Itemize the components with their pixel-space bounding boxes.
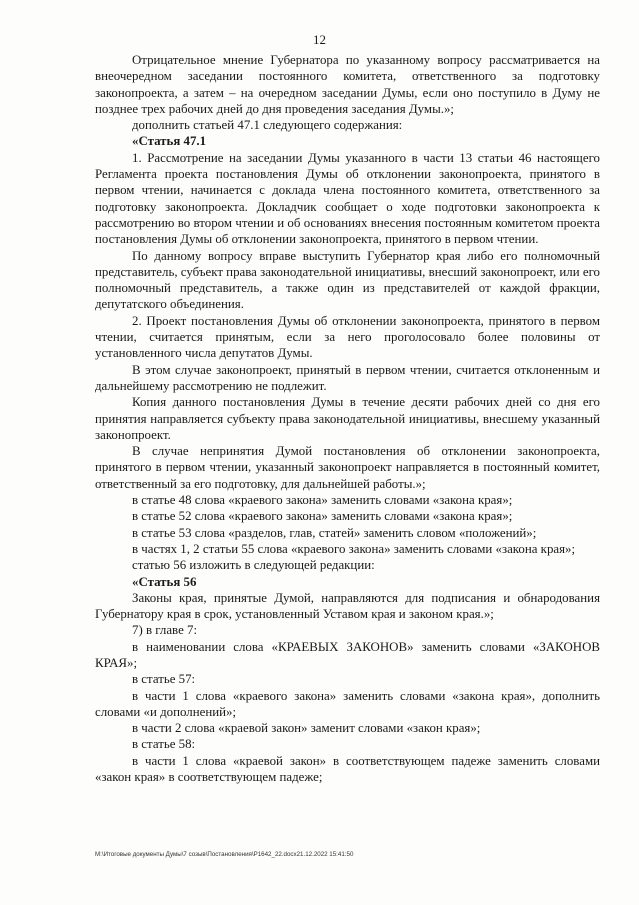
paragraph: Копия данного постановления Думы в течение десяти рабочих дней со дня его принятия направляется субъекту права законодательной инициативы, внесшему указанный законопроект.: [95, 395, 600, 442]
paragraph: В случае непринятия Думой постановления об отклонении законопроекта, принятого в первом чтении, указанный законопроект направляется в постоянный комитет, ответственный за его подготовку, для дальнейшей работы.»;: [95, 444, 600, 491]
paragraph: Отрицательное мнение Губернатора по указанному вопросу рассматривается на внеочередном заседании постоянного комитета, ответственного за подготовку законопроекта, а затем – на очередном заседании Думы, если оно поступило в Думу не позднее трех рабочих дней до дня проведения заседания Думы.»;: [95, 53, 600, 116]
paragraph: дополнить статьей 47.1 следующего содержания:: [132, 118, 403, 133]
paragraph: 7) в главе 7:: [132, 623, 198, 638]
file-path-footer: M:\Итоговые документы Думы\7 созыв\Постановления\Р1642_22.docx21.12.2022 15:41:50: [95, 851, 354, 858]
paragraph: Законы края, принятые Думой, направляются для подписания и обнародования Губернатору края в срок, установленный Уставом края и законом края.»;: [95, 590, 600, 622]
paragraph: в статье 52 слова «краевого закона» заменить словами «закона края»;: [132, 509, 513, 524]
paragraph: в статье 53 слова «разделов, глав, статей» заменить словом «положений»;: [132, 525, 537, 540]
page-number: 12: [313, 32, 326, 47]
paragraph: В этом случае законопроект, принятый в первом чтении, считается отклоненным и дальнейшему рассмотрению не подлежит.: [95, 362, 600, 393]
paragraph: в статье 48 слова «краевого закона» заменить словами «закона края»;: [132, 493, 513, 508]
document-body: [95, 52, 600, 785]
paragraph: в наименовании слова «КРАЕВЫХ ЗАКОНОВ» заменить словами «ЗАКОНОВ КРАЯ»;: [95, 639, 600, 670]
paragraph: в части 2 слова «краевой закон» заменит словами «закон края»;: [132, 721, 481, 736]
paragraph: 1. Рассмотрение на заседании Думы указанного в части 13 статьи 46 настоящего Регламента проекта постановления Думы об отклонении законопроекта, принятого в первом чтении, начинается с доклада члена постоянного комитета, ответственного за подготовку законопроекта. Докладчик сообщает о ходе подготовки законопроекта к рассмотрению во втором чтении и об основаниях внесения постоянным комитетом проекта постановления Думы об отклонении законопроекта, принятого в первом чтении.: [95, 150, 600, 247]
article-heading: «Статья 47.1: [132, 134, 207, 149]
paragraph: в статье 58:: [132, 737, 196, 752]
paragraph: По данному вопросу вправе выступить Губернатор края либо его полномочный представитель, субъект права законодательной инициативы, внесший законопроект, или его полномочный представитель, а также один из представителей от каждой фракции, депутатского объединения.: [95, 248, 600, 312]
paragraph: в статье 57:: [132, 672, 196, 687]
paragraph: в частях 1, 2 статьи 55 слова «краевого закона» заменить словами «закона края»;: [132, 541, 576, 556]
paragraph: 2. Проект постановления Думы об отклонении законопроекта, принятого в первом чтении, считается принятым, если за него проголосовало более половины от установленного числа депутатов Думы.: [95, 313, 600, 361]
paragraph: в части 1 слова «краевой закон» в соответствующем падеже заменить словами «закон края» в соответствующем падеже;: [95, 753, 600, 785]
article-heading: «Статья 56: [132, 574, 197, 589]
paragraph: в части 1 слова «краевого закона» заменить словами «закона края», дополнить словами «и дополнений»;: [95, 688, 600, 719]
paragraph: статью 56 изложить в следующей редакции:: [132, 558, 375, 573]
